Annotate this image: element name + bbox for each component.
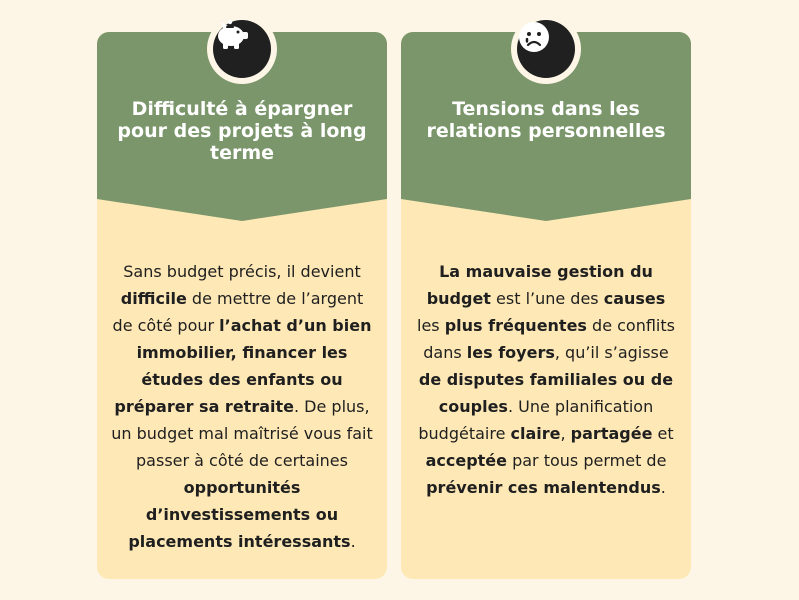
body-text: . xyxy=(350,532,356,551)
body-emphasis: de disputes familiales ou de couples xyxy=(418,370,674,416)
body-text: de conflits dans xyxy=(423,316,675,362)
body-text: Sans budget précis, il devient xyxy=(123,262,361,281)
body-emphasis: claire xyxy=(510,424,561,443)
body-emphasis: plus fréquentes xyxy=(444,316,587,335)
body-emphasis: difficile xyxy=(120,289,187,308)
card-relationship-tensions xyxy=(401,32,691,579)
body-emphasis: partagée xyxy=(570,424,653,443)
sad-face-icon xyxy=(517,20,551,54)
card-savings-difficulty xyxy=(97,32,387,579)
icon-badge xyxy=(207,14,277,84)
body-emphasis: opportunités d’investissements ou placements intéressants xyxy=(128,478,351,551)
body-text: et xyxy=(652,424,674,443)
body-text: . De plus, un budget mal maîtrisé vous fait passer à côté de certaines xyxy=(111,397,373,470)
body-text: , xyxy=(560,424,571,443)
card-body xyxy=(413,258,679,501)
body-emphasis: l’achat d’un bien immobilier, financer les études des enfants ou préparer sa retraite xyxy=(114,316,372,416)
body-text: de mettre de l’argent de côté pour xyxy=(112,289,364,335)
piggy-bank-icon xyxy=(213,20,251,50)
card-title: Difficulté à épargner pour des projets à long terme xyxy=(117,98,367,164)
body-emphasis: La mauvaise gestion du budget xyxy=(426,262,653,308)
body-text: par tous permet de xyxy=(507,451,667,470)
card-body xyxy=(109,258,375,555)
body-emphasis: acceptée xyxy=(425,451,507,470)
body-emphasis: prévenir ces malentendus xyxy=(426,478,661,497)
icon-badge xyxy=(511,14,581,84)
body-emphasis: les foyers xyxy=(466,343,555,362)
body-text: . xyxy=(660,478,666,497)
card-header xyxy=(401,32,691,222)
body-text: les xyxy=(417,316,445,335)
body-text: . Une planification budgétaire xyxy=(418,397,654,443)
body-text: est l’une des xyxy=(490,289,604,308)
card-header xyxy=(97,32,387,222)
body-emphasis: causes xyxy=(603,289,666,308)
card-title: Tensions dans les relations personnelles xyxy=(426,98,666,142)
body-text: , qu’il s’agisse xyxy=(554,343,669,362)
